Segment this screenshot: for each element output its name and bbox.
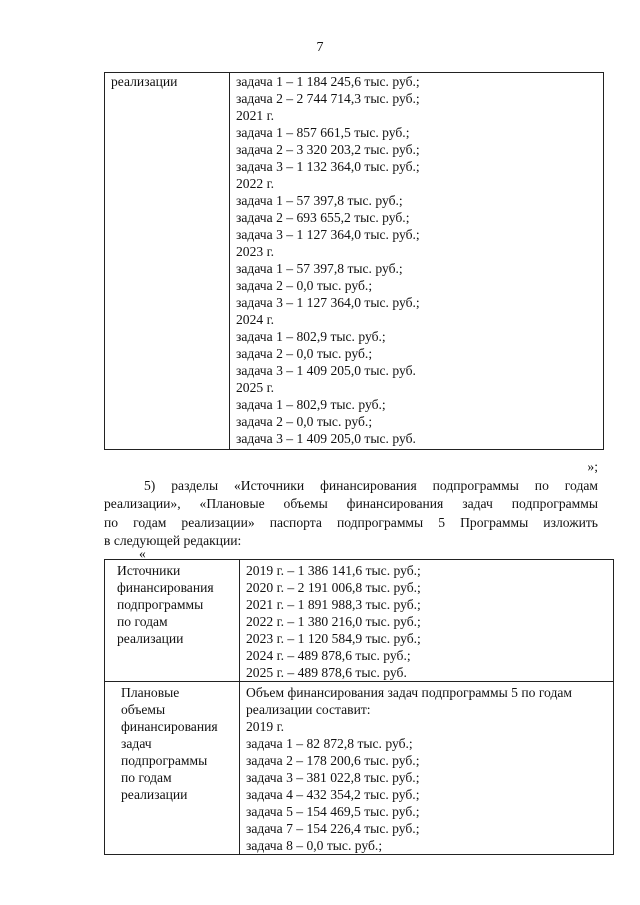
opening-quote: «	[139, 546, 146, 561]
value-line: 2021 г. – 1 891 988,3 тыс. руб.;	[246, 597, 421, 612]
value-line: 2021 г.	[236, 108, 275, 123]
value-line: задача 3 – 1 132 364,0 тыс. руб.;	[236, 159, 420, 174]
value-line: задача 1 – 57 397,8 тыс. руб.;	[236, 193, 403, 208]
value-line: задача 1 – 82 872,8 тыс. руб.;	[246, 736, 413, 751]
value-line: задача 3 – 381 022,8 тыс. руб.;	[246, 770, 420, 785]
table-row	[105, 73, 604, 450]
label-line: Источники	[117, 563, 181, 578]
value-line: задача 5 – 154 469,5 тыс. руб.;	[246, 804, 420, 819]
value-line: 2024 г. – 489 878,6 тыс. руб.;	[246, 648, 411, 663]
label-line: финансирования	[117, 580, 214, 595]
label-line: финансирования	[121, 719, 218, 734]
label-line: подпрограммы	[117, 597, 204, 612]
value-line: Объем финансирования задач подпрограммы 5 по годам	[246, 685, 573, 700]
value-line: задача 1 – 802,9 тыс. руб.;	[236, 397, 386, 412]
value-line: задача 2 – 0,0 тыс. руб.;	[236, 346, 373, 361]
row-value-cell	[230, 73, 604, 450]
row-label-cell	[105, 560, 240, 682]
value-line: задача 1 – 802,9 тыс. руб.;	[236, 329, 386, 344]
value-line: задача 1 – 57 397,8 тыс. руб.;	[236, 261, 403, 276]
table-row	[105, 560, 614, 682]
value-line: 2024 г.	[236, 312, 275, 327]
value-line: задача 2 – 0,0 тыс. руб.;	[236, 278, 373, 293]
value-line: 2019 г.	[246, 719, 285, 734]
value-line: задача 1 – 1 184 245,6 тыс. руб.;	[236, 74, 420, 89]
row-value-cell	[240, 560, 614, 682]
value-line: задача 3 – 1 127 364,0 тыс. руб.;	[236, 227, 420, 242]
funding-table-continued	[104, 72, 604, 450]
value-line: 2019 г. – 1 386 141,6 тыс. руб.;	[246, 563, 421, 578]
paragraph-line: 5) разделы «Источники финансирования подпрограммы по годам	[144, 478, 598, 493]
value-line: задача 3 – 1 409 205,0 тыс. руб.	[236, 431, 416, 446]
label-line: реализации	[121, 787, 188, 802]
row-label-cell	[105, 73, 230, 450]
value-line: 2020 г. – 2 191 006,8 тыс. руб.;	[246, 580, 421, 595]
value-line: задача 3 – 1 127 364,0 тыс. руб.;	[236, 295, 420, 310]
value-line: задача 2 – 693 655,2 тыс. руб.;	[236, 210, 410, 225]
label-line: задач	[121, 736, 152, 751]
value-line: задача 1 – 857 661,5 тыс. руб.;	[236, 125, 410, 140]
value-line: задача 3 – 1 409 205,0 тыс. руб.	[236, 363, 416, 378]
value-line: задача 2 – 0,0 тыс. руб.;	[236, 414, 373, 429]
paragraph-line: в следующей редакции:	[104, 533, 242, 549]
value-line: задача 8 – 0,0 тыс. руб.;	[246, 838, 383, 853]
value-line: задача 4 – 432 354,2 тыс. руб.;	[246, 787, 420, 802]
value-line: задача 2 – 178 200,6 тыс. руб.;	[246, 753, 420, 768]
value-line: 2022 г.	[236, 176, 275, 191]
value-line: 2023 г. – 1 120 584,9 тыс. руб.;	[246, 631, 421, 646]
value-line: задача 7 – 154 226,4 тыс. руб.;	[246, 821, 420, 836]
value-line: 2025 г. – 489 878,6 тыс. руб.	[246, 665, 407, 680]
value-line: 2023 г.	[236, 244, 275, 259]
value-line: задача 2 – 2 744 714,3 тыс. руб.;	[236, 91, 420, 106]
label-line: Плановые	[121, 685, 180, 700]
value-line: задача 2 – 3 320 203,2 тыс. руб.;	[236, 142, 420, 157]
row-label: реализации	[111, 74, 178, 89]
value-line: 2025 г.	[236, 380, 275, 395]
value-line: 2022 г. – 1 380 216,0 тыс. руб.;	[246, 614, 421, 629]
paragraph-line: по годам реализации» паспорта подпрограммы 5 Программы изложить	[104, 514, 598, 530]
page-number: 7	[316, 40, 324, 55]
label-line: объемы	[121, 702, 166, 717]
label-line: реализации	[117, 631, 184, 646]
closing-quote: »;	[587, 459, 598, 474]
paragraph-line: реализации», «Плановые объемы финансирования задач подпрограммы	[104, 496, 598, 512]
row-label-cell	[105, 682, 240, 855]
label-line: по годам	[117, 614, 168, 629]
amendment-paragraph	[104, 477, 598, 551]
row-value-cell	[240, 682, 614, 855]
label-line: подпрограммы	[121, 753, 208, 768]
value-line: реализации составит:	[246, 702, 371, 717]
table-row	[105, 682, 614, 855]
label-line: по годам	[121, 770, 172, 785]
passport-table	[104, 559, 614, 855]
